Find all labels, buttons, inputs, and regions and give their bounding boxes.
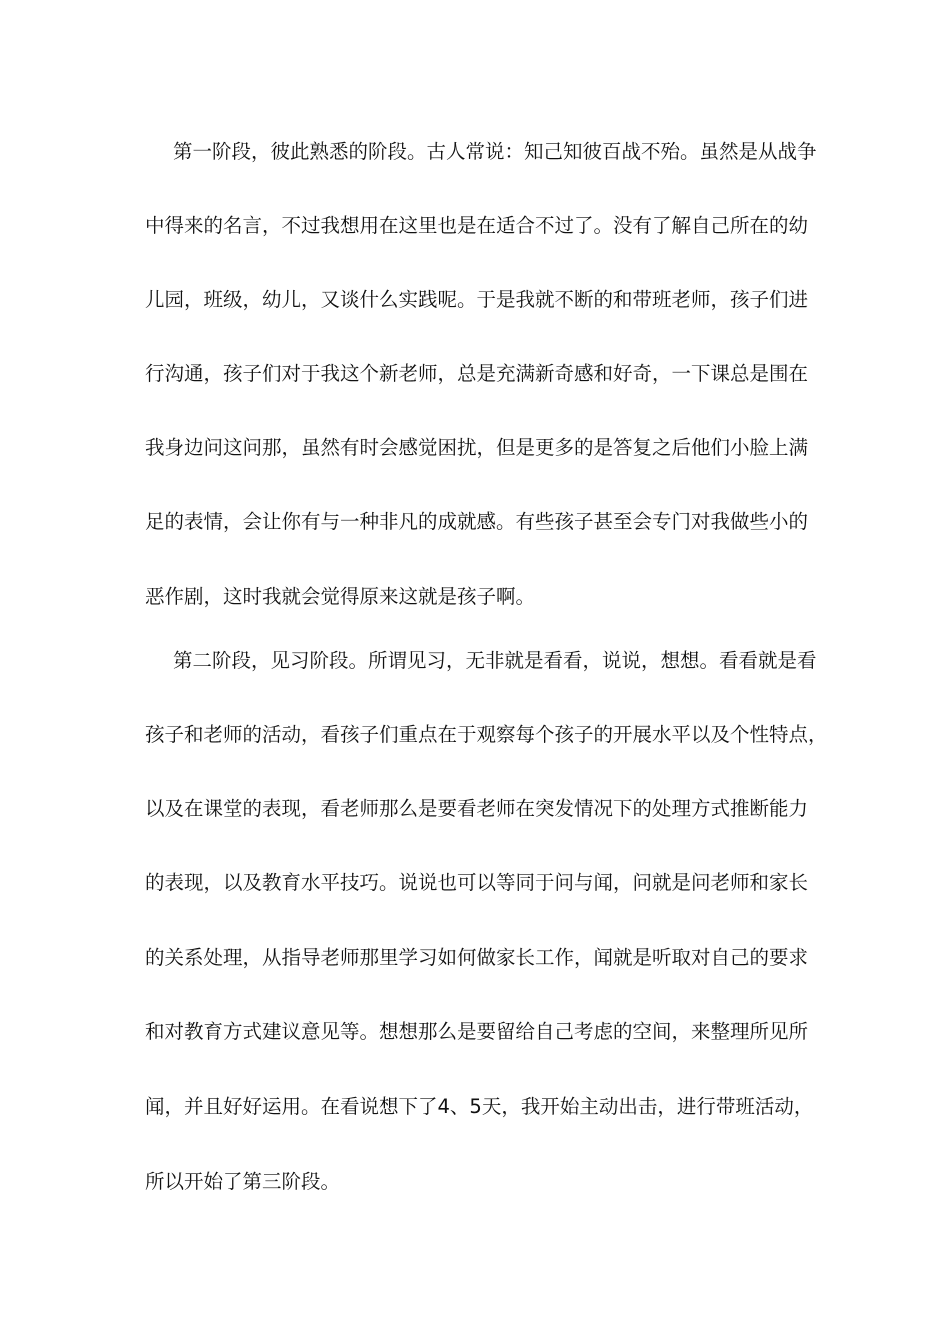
text-line: 的表现，以及教育水平技巧。说说也可以等同于问与闻，问就是问老师和家长 <box>145 871 809 894</box>
text-line: 以及在课堂的表现，看老师那么是要看老师在突发情况下的处理方式推断能力 <box>145 797 809 820</box>
text-line: 孩子和老师的活动，看孩子们重点在于观察每个孩子的开展水平以及个性特点， <box>145 723 828 746</box>
text-line: 儿园，班级，幼儿，又谈什么实践呢。于是我就不断的和带班老师，孩子们进 <box>145 288 809 311</box>
text-line: 我身边问这问那，虽然有时会感觉困扰，但是更多的是答复之后他们小脸上满 <box>145 436 809 459</box>
text-line: 第一阶段，彼此熟悉的阶段。古人常说：知己知彼百战不殆。虽然是从战争 <box>173 140 817 163</box>
text-line: 第二阶段，见习阶段。所谓见习，无非就是看看，说说，想想。看看就是看 <box>173 649 817 672</box>
text-line: 足的表情，会让你有与一种非凡的成就感。有些孩子甚至会专门对我做些小的 <box>145 510 809 533</box>
text-line: 行沟通，孩子们对于我这个新老师，总是充满新奇感和好奇，一下课总是围在 <box>145 362 809 385</box>
text-line: 和对教育方式建议意见等。想想那么是要留给自己考虑的空间，来整理所见所 <box>145 1020 809 1043</box>
text-line: 闻，并且好好运用。在看说想下了4、5天，我开始主动出击，进行带班活动， <box>145 1095 814 1118</box>
text-line: 所以开始了第三阶段。 <box>145 1170 341 1193</box>
text-line: 中得来的名言，不过我想用在这里也是在适合不过了。没有了解自己所在的幼 <box>145 214 809 237</box>
text-line: 恶作剧，这时我就会觉得原来这就是孩子啊。 <box>145 585 536 608</box>
text-line: 的关系处理，从指导老师那里学习如何做家长工作，闻就是听取对自己的要求 <box>145 946 809 969</box>
